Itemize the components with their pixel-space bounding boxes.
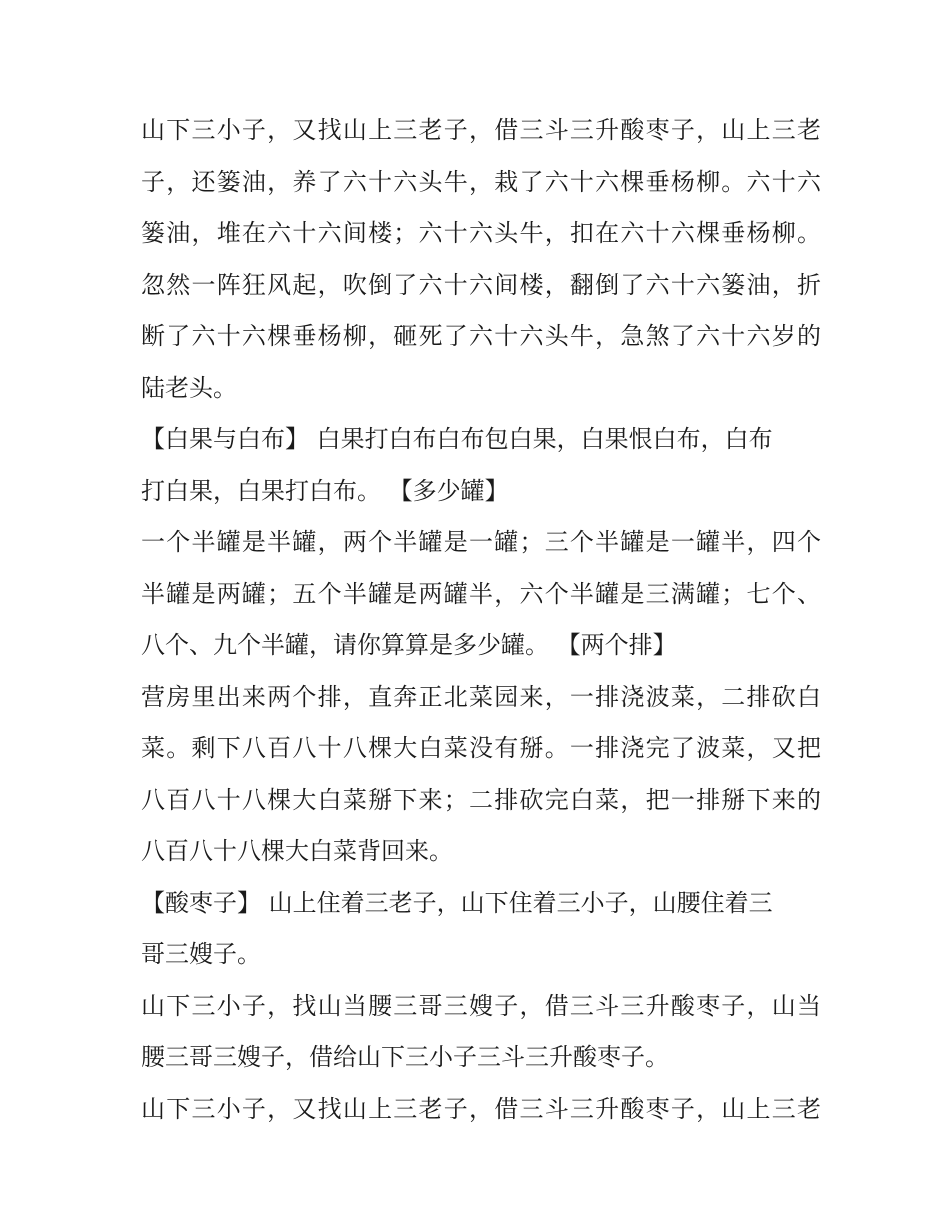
- text-line: 山下三小子，又找山上三老子，借三斗三升酸枣子，山上三老: [141, 116, 821, 144]
- text-line: 营房里出来两个排，直奔正北菜园来，一排浇波菜，二排砍白: [141, 682, 821, 711]
- text-line: 山下三小子，又找山上三老子，借三斗三升酸枣子，山上三老: [141, 1094, 821, 1123]
- text-line: 哥三嫂子。: [141, 940, 261, 968]
- text-line: 忽然一阵狂风起，吹倒了六十六间楼，翻倒了六十六篓油，折: [141, 270, 821, 299]
- text-line: 八个、九个半罐，请你算算是多少罐。 【两个排】: [141, 631, 677, 659]
- text-line: 八百八十八棵大白菜背回来。: [141, 837, 453, 865]
- text-line: 八百八十八棵大白菜掰下来；二排砍完白菜，把一排掰下来的: [141, 785, 821, 814]
- text-line: 打白果，白果打白布。 【多少罐】: [141, 476, 509, 505]
- text-line: 子，还篓油，养了六十六头牛，栽了六十六棵垂杨柳。六十六: [141, 167, 821, 196]
- text-line: 一个半罐是半罐，两个半罐是一罐；三个半罐是一罐半，四个: [141, 528, 821, 556]
- text-line: 腰三哥三嫂子，借给山下三小子三斗三升酸枣子。: [141, 1043, 669, 1071]
- text-line: 陆老头。: [141, 373, 237, 402]
- text-line: 【酸枣子】 山上住着三老子，山下住着三小子，山腰住着三: [141, 888, 773, 917]
- text-line: 【白果与白布】 白果打白布白布包白果，白果恨白布，白布: [141, 425, 773, 453]
- text-line: 篓油，堆在六十六间楼；六十六头牛，扣在六十六棵垂杨柳。: [141, 219, 821, 247]
- document-body: [141, 105, 821, 1135]
- text-line: 菜。剩下八百八十八棵大白菜没有掰。一排浇完了波菜，又把: [141, 734, 821, 762]
- text-line: 山下三小子，找山当腰三哥三嫂子，借三斗三升酸枣子，山当: [141, 991, 821, 1020]
- text-line: 半罐是两罐；五个半罐是两罐半，六个半罐是三满罐；七个、: [141, 579, 821, 608]
- text-line: 断了六十六棵垂杨柳，砸死了六十六头牛，急煞了六十六岁的: [141, 322, 821, 350]
